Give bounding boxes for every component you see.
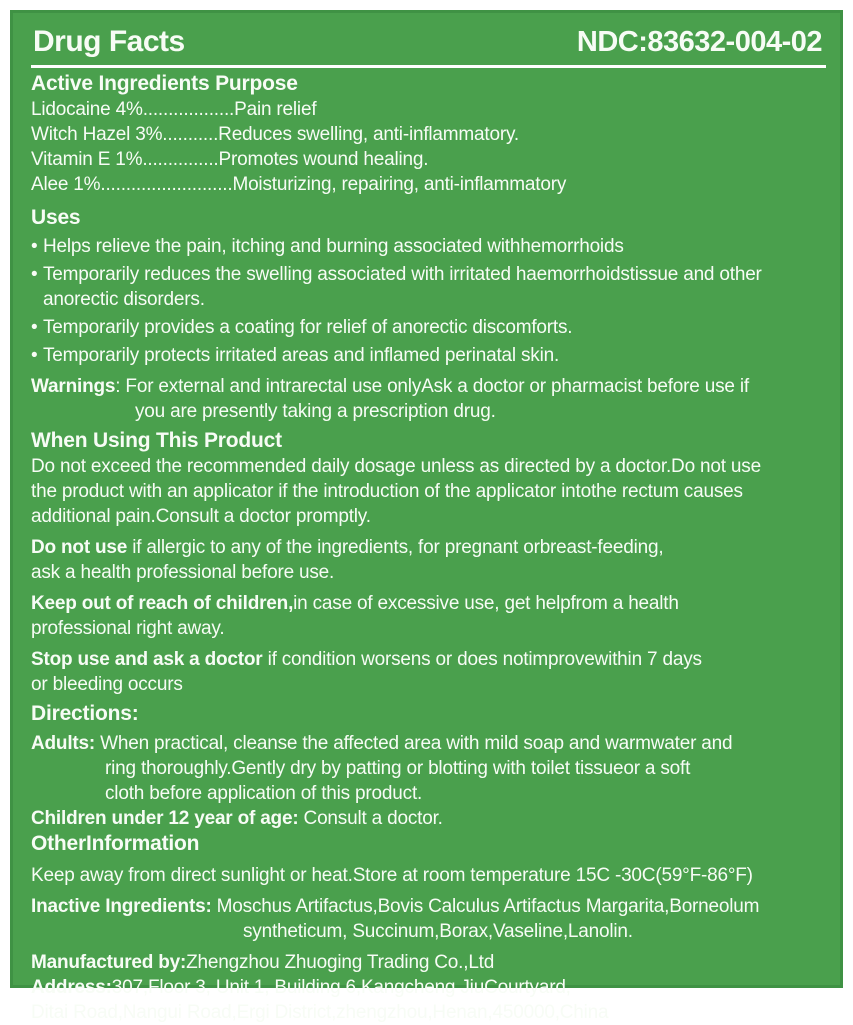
when-using-heading: When Using This Product [31,429,282,452]
warnings-text-line2: you are presently taking a prescription drug. [135,401,496,422]
children-paragraph: Children under 12 year of age: Consult a doctor. [31,808,443,829]
uses-item [31,343,826,368]
uses-item [31,234,826,259]
ingredient-row [31,97,826,122]
warnings-paragraph [31,374,826,424]
ingredient-name: Witch Hazel 3% [31,124,163,145]
children-lead: Children under 12 year of age: [31,808,299,829]
keep-out-lead: Keep out of reach of children, [31,593,294,614]
warnings-text: : For external and intrarectal use onlyAsk a doctor or pharmacist before use if [115,376,749,397]
manufactured-by-lead: Manufactured by: [31,952,187,973]
manufactured-by: Manufactured by:Zhengzhou Zhuoging Trading Co.,Ltd [31,952,495,973]
drug-facts-label [10,10,843,1023]
address-lead: Address: [31,977,112,998]
uses-item-text: Temporarily protects irritated areas and inflamed perinatal skin. [43,345,560,366]
label-header [31,15,826,68]
ingredient-name: Vitamin E 1% [31,149,143,170]
ingredient-purpose: Pain relief [234,99,317,120]
keep-out-of-reach-paragraph: Keep out of reach of children,in case of excessive use, get helpfrom a health professional right away. [31,593,679,639]
other-information-heading: OtherInformation [31,832,200,855]
adults-paragraph: Adults: When practical, cleanse the affected area with mild soap and warmwater and ring thoroughly.Gently dry by patting or blotting with toilet tissueor a soft cloth before application of this product. [31,733,733,804]
stop-use-lead: Stop use and ask a doctor [31,649,263,670]
ndc-number: NDC:83632-004-02 [576,26,822,58]
bullet-icon: • [31,317,38,338]
inactive-ingredients-paragraph: Inactive Ingredients: Moschus Artifactus,Bovis Calculus Artifactus Margarita,Borneolum syntheticum, Succinum,Borax,Vaseline,Lanolin. [31,896,760,942]
dot-leader: ........... [162,124,219,145]
directions-heading: Directions: [31,702,139,725]
stop-use-paragraph: Stop use and ask a doctor if condition worsens or does notimprovewithin 7 days or bleeding occurs [31,649,702,695]
active-ingredients-heading: Active Ingredients Purpose [31,72,298,95]
storage-instructions: Keep away from direct sunlight or heat.Store at room temperature 15C -30C(59°F-86°F) [31,865,753,886]
dot-leader: ............... [142,149,219,170]
ingredient-name: Alee 1% [31,174,101,195]
address-paragraph: Address:307,Floor 3, Unit 1, Building 6,Kangcheng JiuCourtyard, Ditai Road,Nangui Road,Ergi District,zhengzhou,Henan,450000,China [31,977,609,1023]
uses-item-text: Helps relieve the pain, itching and burning associated withhemorrhoids [43,236,624,257]
do-not-use-lead: Do not use [31,537,128,558]
ingredient-row [31,147,826,172]
ingredient-row [31,172,826,197]
dot-leader: .................. [142,99,235,120]
dot-leader: .......................... [100,174,233,195]
bullet-icon: • [31,264,38,285]
ingredient-name: Lidocaine 4% [31,99,143,120]
drug-facts-title: Drug Facts [33,25,185,58]
uses-item-text: Temporarily provides a coating for relief of anorectic discomforts. [43,317,573,338]
uses-item [31,262,826,312]
bullet-icon: • [31,236,38,257]
ingredient-row [31,122,826,147]
inactive-ingredients-lead: Inactive Ingredients: [31,896,212,917]
ingredient-purpose: Reduces swelling, anti-inflammatory. [218,124,519,145]
uses-item [31,315,826,340]
ingredient-purpose: Promotes wound healing. [218,149,429,170]
when-using-paragraph: Do not exceed the recommended daily dosage unless as directed by a doctor.Do not use the product with an applicator if the introduction of the applicator intothe rectum causes additional pain.Consult a doctor promptly. [31,456,761,527]
do-not-use-paragraph: Do not use if allergic to any of the ingredients, for pregnant orbreast-feeding, ask a health professional before use. [31,537,664,583]
warnings-lead: Warnings [31,376,116,397]
bullet-icon: • [31,345,38,366]
uses-item-text: Temporarily reduces the swelling associated with irritated haemorrhoidstissue and other anorectic disorders. [43,264,762,310]
ingredient-purpose: Moisturizing, repairing, anti-inflammatory [232,174,567,195]
uses-heading: Uses [31,206,81,229]
adults-lead: Adults: [31,733,96,754]
